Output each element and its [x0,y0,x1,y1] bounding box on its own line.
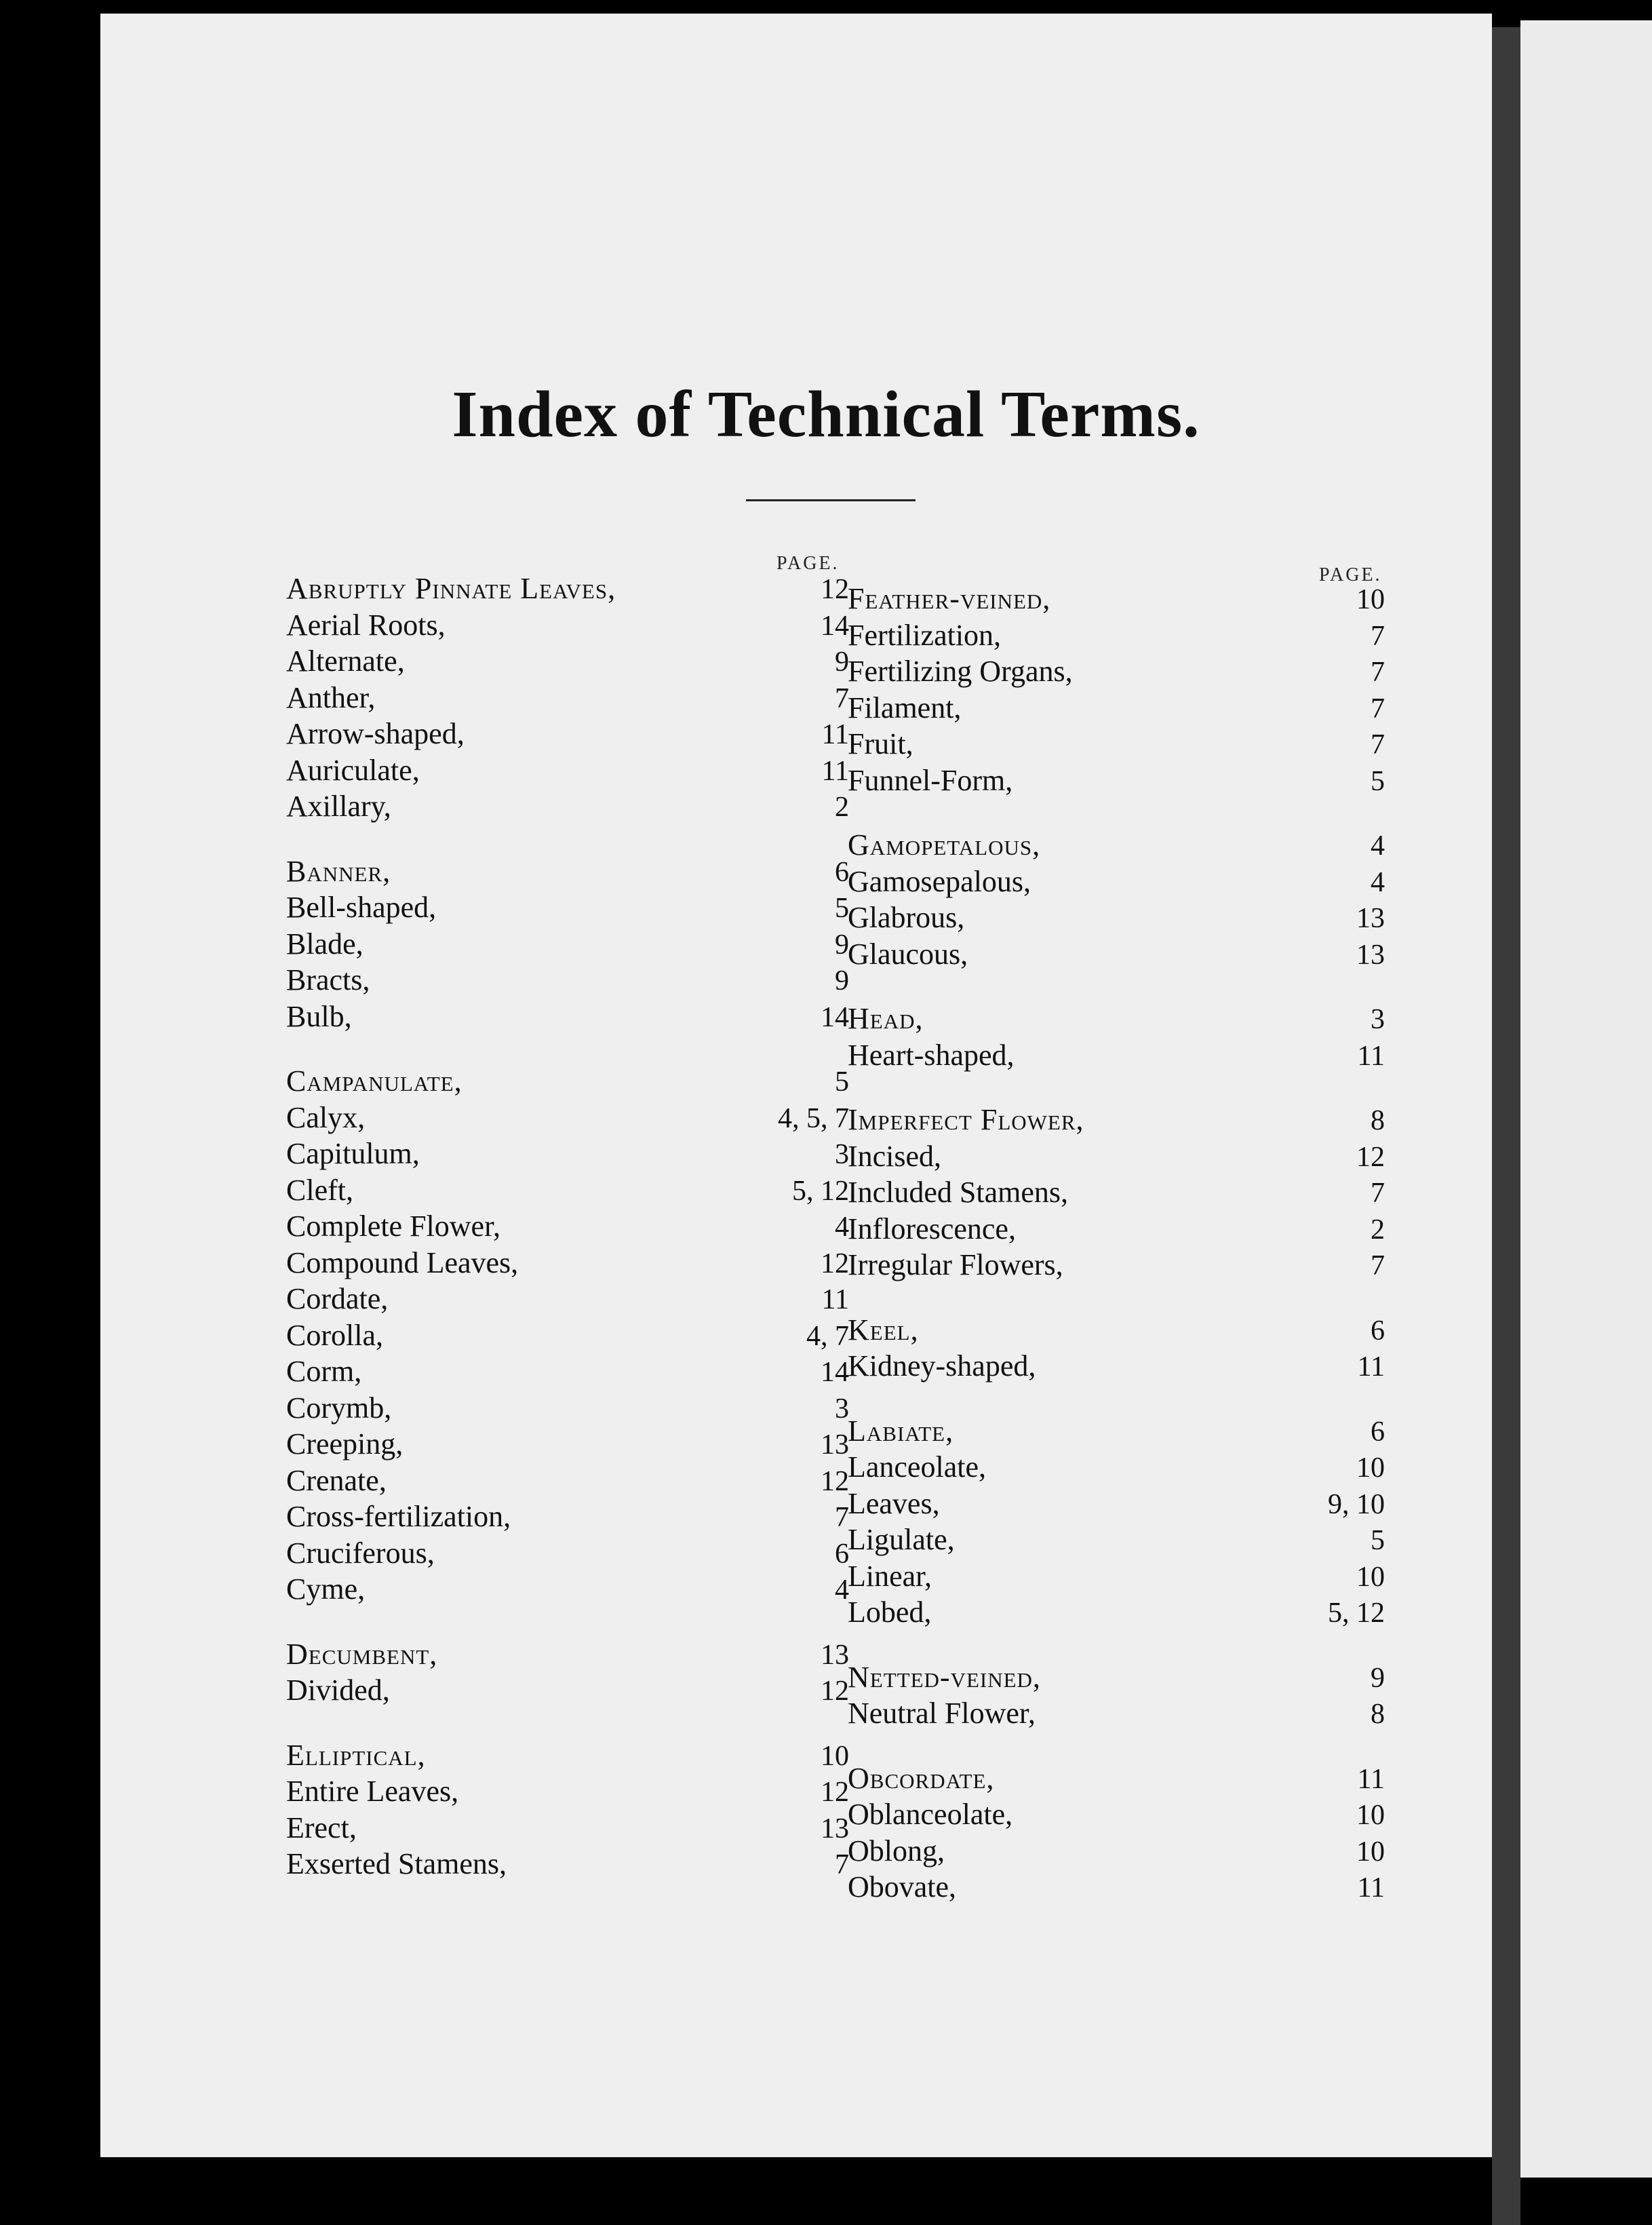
page-number: 13 [821,1429,849,1460]
index-entry [848,618,1385,655]
index-term: Leaves, [848,1486,940,1520]
page-number: 4 [1371,866,1385,898]
index-entry [848,727,1385,763]
page-number: 5 [835,1066,849,1098]
page-number: 10 [821,1740,849,1772]
index-term: Blade, [286,927,363,961]
index-entry [286,999,849,1036]
page-number: 9 [835,929,849,961]
index-term: Fertilizing Organs, [848,655,1073,688]
index-term: Included Stamens, [848,1176,1069,1209]
index-term: Creeping, [286,1427,404,1460]
page-number: 5 [835,893,849,924]
index-entry [286,963,849,999]
index-entry [848,1175,1385,1212]
index-term: Decumbent, [286,1637,438,1671]
page-number: 7 [835,682,849,714]
index-term: Obovate, [848,1870,957,1903]
index-term: Imperfect Flower, [848,1103,1084,1136]
page-number: 6 [1371,1315,1385,1347]
page-number: 6 [835,856,849,888]
page-number: 2 [835,792,849,823]
index-term: Netted-veined, [848,1660,1041,1694]
index-entry [848,1212,1385,1248]
index-entry [286,1811,849,1847]
index-entry [286,1738,849,1775]
index-entry [848,1595,1385,1631]
index-column-right [848,581,1385,1906]
index-term: Heart-shaped, [848,1038,1015,1072]
index-term: Feather-veined, [848,582,1051,615]
index-entry [848,654,1385,691]
index-term: Linear, [848,1559,932,1593]
page-number: 8 [1371,1105,1385,1136]
page-number: 6 [835,1538,849,1570]
index-entry [286,1136,849,1173]
index-term: Glaucous, [848,937,968,971]
index-term: Capitulum, [286,1137,420,1170]
index-entry [848,864,1385,901]
index-term: Glabrous, [848,901,965,934]
index-term: Bracts, [286,963,370,997]
index-entry [848,1102,1385,1139]
index-term: Cross-fertilization, [286,1500,511,1533]
index-entry [286,716,849,753]
page-number: 3 [1371,1004,1385,1035]
page-number: 7 [1371,620,1385,652]
index-term: Corymb, [286,1391,392,1425]
index-entry [286,1499,849,1536]
index-term: Banner, [286,854,391,888]
page-number: 11 [821,755,849,787]
index-term: Alternate, [286,644,405,678]
page-number: 4 [835,1574,849,1606]
page-number: 10 [1356,1561,1385,1593]
page-number: 13 [1356,903,1385,934]
index-entry [286,680,849,717]
book-spine [1492,27,1520,2225]
page-number: 3 [835,1393,849,1425]
index-term: Bell-shaped, [286,891,437,924]
page-number: 12 [821,574,849,605]
index-entry [848,1038,1385,1075]
index-term: Axillary, [286,790,391,823]
index-entry [848,1313,1385,1349]
page-number: 7 [1371,729,1385,760]
page-number: 13 [821,1639,849,1671]
index-entry [848,1349,1385,1385]
index-term: Oblong, [848,1834,945,1868]
page-number: 9, 10 [1328,1488,1385,1520]
index-entry [286,1391,849,1427]
index-entry [286,1064,849,1100]
index-term: Abruptly Pinnate Leaves, [286,572,616,605]
index-entry [848,1559,1385,1595]
page-number: 13 [821,1813,849,1844]
page-title: Index of Technical Terms. [452,378,1200,451]
index-term: Entire Leaves, [286,1775,459,1808]
index-entry [286,1463,849,1500]
page-number: 7 [1371,1178,1385,1209]
page-number: 4 [1371,830,1385,862]
index-entry [848,1696,1385,1733]
index-term: Lobed, [848,1595,932,1629]
index-term: Funnel-Form, [848,763,1013,797]
index-term: Compound Leaves, [286,1245,519,1279]
index-term: Corm, [286,1355,362,1388]
index-term: Gamosepalous, [848,864,1031,898]
index-term: Corolla, [286,1318,383,1352]
page-number: 7 [1371,657,1385,688]
title-rule [746,499,916,501]
page-number: 10 [1356,1452,1385,1484]
index-entry [286,1100,849,1137]
page-number: 14 [821,1357,849,1388]
index-entry [286,1673,849,1709]
page-column-label-right: PAGE. [1319,564,1382,585]
index-term: Inflorescence, [848,1212,1016,1245]
index-term: Head, [848,1002,924,1035]
index-term: Calyx, [286,1100,366,1134]
index-entry [286,1354,849,1391]
page-number: 5 [1371,1525,1385,1556]
index-entry [286,644,849,680]
page-number: 9 [835,965,849,997]
index-term: Anther, [286,680,376,714]
page-number: 11 [1357,1040,1385,1072]
index-entry [848,1522,1385,1559]
index-term: Bulb, [286,999,352,1033]
index-term: Incised, [848,1139,942,1173]
page-number: 12 [821,1777,849,1808]
index-entry [286,890,849,927]
index-entry [848,691,1385,727]
page-number: 4 [835,1212,849,1243]
index-term: Aerial Roots, [286,608,446,642]
index-entry [848,1247,1385,1284]
index-entry [848,1001,1385,1038]
index-term: Labiate, [848,1414,954,1448]
index-entry [848,581,1385,618]
page-number: 11 [1357,1872,1385,1903]
page-number: 11 [821,1284,849,1315]
page-number: 7 [1371,693,1385,724]
index-term: Crenate, [286,1463,387,1497]
index-term: Keel, [848,1313,919,1347]
page-number: 11 [1357,1351,1385,1382]
page-number: 5, 12 [1328,1598,1385,1629]
index-term: Neutral Flower, [848,1697,1036,1730]
index-term: Cyme, [286,1572,366,1606]
index-entry [286,753,849,790]
page-number: 9 [835,646,849,678]
index-entry [848,828,1385,864]
index-term: Fruit, [848,727,913,760]
index-entry [848,900,1385,937]
index-entry [286,854,849,891]
index-entry [286,608,849,644]
index-entry [848,1414,1385,1450]
index-entry [848,1761,1385,1798]
index-entry [286,927,849,963]
page-number: 12 [821,1247,849,1279]
page-number: 14 [821,610,849,642]
index-term: Elliptical, [286,1738,426,1772]
page-number: 5, 12 [792,1175,849,1207]
index-entry [286,1318,849,1355]
index-term: Divided, [286,1673,390,1707]
index-entry [286,1572,849,1608]
index-column-left [286,571,849,1883]
page-number: 5 [1371,765,1385,797]
index-entry [286,1846,849,1883]
index-entry [286,1774,849,1811]
index-term: Campanulate, [286,1064,463,1098]
index-term: Kidney-shaped, [848,1349,1036,1382]
index-term: Erect, [286,1811,357,1844]
index-entry [848,1660,1385,1697]
index-entry [848,1834,1385,1870]
index-term: Cruciferous, [286,1536,435,1570]
index-entry [848,1139,1385,1176]
page-number: 2 [1371,1214,1385,1245]
page-number: 13 [1356,939,1385,971]
page-number: 10 [1356,584,1385,615]
page-number: 4, 5, 7 [778,1102,849,1134]
facing-page-edge [1520,20,1652,2178]
page-number: 6 [1371,1416,1385,1448]
index-entry [286,789,849,826]
index-term: Exserted Stamens, [286,1847,507,1880]
index-term: Auriculate, [286,753,420,787]
index-term: Fertilization, [848,618,1002,652]
page-number: 8 [1371,1699,1385,1730]
index-entry [848,1870,1385,1906]
page-number: 11 [821,719,849,750]
index-term: Ligulate, [848,1523,955,1556]
index-entry [848,1486,1385,1523]
index-term: Irregular Flowers, [848,1248,1063,1281]
index-term: Lanceolate, [848,1450,986,1484]
page-number: 7 [835,1502,849,1533]
page-number: 7 [835,1849,849,1880]
index-term: Filament, [848,691,962,724]
page-number: 4, 7 [806,1320,849,1352]
page-number: 7 [1371,1250,1385,1281]
page-number: 12 [1356,1141,1385,1173]
page-number: 11 [1357,1763,1385,1795]
page-column-label-left: PAGE. [776,553,840,574]
page-number: 3 [835,1139,849,1170]
page-number: 12 [821,1465,849,1497]
index-term: Cordate, [286,1282,389,1315]
index-entry [286,571,849,608]
index-entry [286,1209,849,1245]
index-entry [286,1245,849,1282]
index-entry [848,937,1385,973]
index-entry [286,1536,849,1572]
page-number: 10 [1356,1800,1385,1831]
index-term: Complete Flower, [286,1210,500,1243]
index-entry [848,1797,1385,1834]
index-term: Cleft, [286,1173,353,1207]
page-number: 9 [1371,1662,1385,1694]
index-term: Oblanceolate, [848,1798,1013,1831]
index-entry [286,1173,849,1210]
index-entry [848,763,1385,800]
index-term: Gamopetalous, [848,828,1041,862]
index-term: Arrow-shaped, [286,717,465,750]
index-entry [286,1281,849,1318]
page-number: 12 [821,1676,849,1707]
index-entry [286,1427,849,1463]
index-entry [286,1637,849,1673]
page-number: 10 [1356,1836,1385,1868]
index-term: Obcordate, [848,1761,995,1795]
page-number: 14 [821,1001,849,1033]
index-entry [848,1450,1385,1486]
